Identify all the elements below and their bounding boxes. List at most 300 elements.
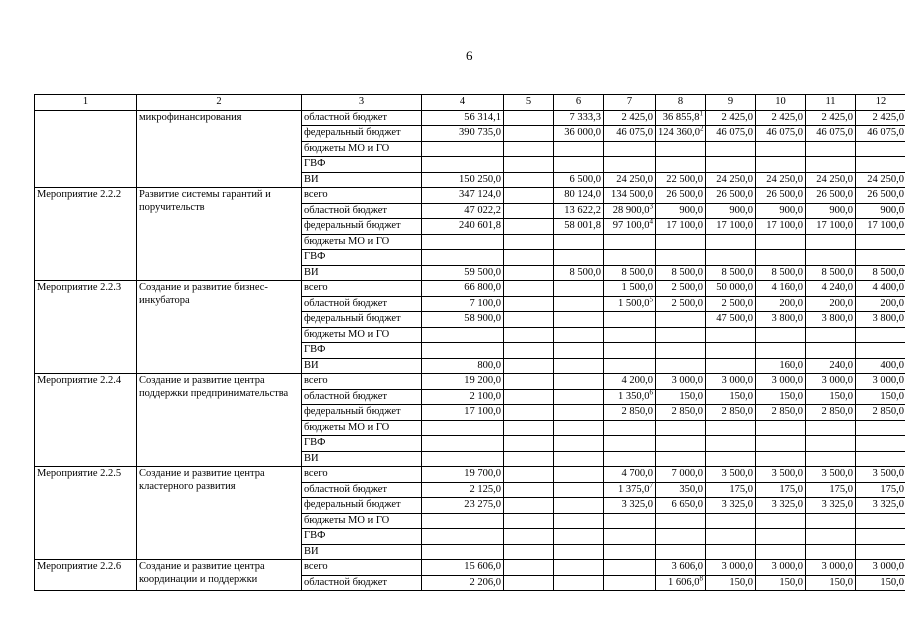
amount-cell (504, 498, 554, 514)
funding-source-cell: ВИ (302, 265, 422, 281)
amount-cell (806, 250, 856, 266)
amount-cell (806, 157, 856, 173)
footnote-marker: 2 (700, 125, 704, 133)
amount-value: 80 124,0 (564, 189, 601, 200)
amount-cell (756, 265, 806, 281)
amount-cell (756, 374, 806, 390)
table-row (35, 188, 905, 204)
amount-cell (856, 389, 905, 405)
amount-cell (554, 498, 604, 514)
amount-cell (554, 312, 604, 328)
amount-value: 2 425,0 (621, 111, 653, 123)
funding-source-cell: ГВФ (302, 157, 422, 173)
amount-cell (756, 343, 806, 359)
amount-cell (422, 451, 504, 467)
amount-value: 17 100,0 (666, 220, 703, 231)
amount-value: 900,0 (679, 204, 703, 216)
amount-cell (554, 343, 604, 359)
funding-source-cell: всего (302, 281, 422, 297)
amount-cell (604, 482, 656, 498)
amount-cell (806, 436, 856, 452)
amount-cell (504, 529, 554, 545)
amount-cell (856, 312, 905, 328)
amount-cell (554, 250, 604, 266)
amount-cell (604, 389, 656, 405)
amount-cell (604, 343, 656, 359)
amount-value: 3 500,0 (872, 468, 904, 479)
amount-value: 4 700,0 (621, 468, 653, 479)
amount-cell (806, 265, 856, 281)
amount-cell (856, 405, 905, 421)
amount-value: 200,0 (779, 297, 803, 309)
amount-cell (422, 141, 504, 157)
amount-cell (806, 374, 856, 390)
activity-id-cell (35, 110, 137, 188)
amount-cell (422, 498, 504, 514)
amount-cell (504, 560, 554, 576)
amount-cell (656, 312, 706, 328)
amount-cell (422, 172, 504, 188)
amount-value: 24 250,0 (766, 173, 803, 185)
amount-cell (422, 482, 504, 498)
amount-cell (706, 358, 756, 374)
amount-cell (706, 482, 756, 498)
amount-cell (806, 141, 856, 157)
amount-cell (856, 420, 905, 436)
amount-value: 3 000,0 (872, 561, 904, 572)
amount-value: 17 100,0 (464, 406, 501, 417)
amount-value: 2 850,0 (721, 406, 753, 417)
amount-cell (656, 296, 706, 312)
amount-cell (756, 141, 806, 157)
amount-cell (756, 529, 806, 545)
amount-value: 150,0 (829, 390, 853, 402)
amount-cell (656, 575, 706, 591)
amount-value: 1 500,0 (618, 297, 650, 309)
amount-value: 150,0 (729, 576, 753, 588)
amount-cell (554, 281, 604, 297)
amount-cell (706, 188, 756, 204)
amount-cell (856, 343, 905, 359)
amount-cell (806, 529, 856, 545)
activity-id-cell: Мероприятие 2.2.5 (35, 467, 137, 560)
funding-source-cell: всего (302, 560, 422, 576)
amount-value: 3 325,0 (771, 499, 803, 510)
amount-cell (806, 343, 856, 359)
amount-cell (806, 420, 856, 436)
amount-cell (604, 513, 656, 529)
amount-value: 22 500,0 (666, 173, 703, 185)
amount-cell (656, 374, 706, 390)
amount-cell (806, 281, 856, 297)
amount-value: 7 000,0 (671, 468, 703, 479)
amount-cell (604, 327, 656, 343)
amount-cell (756, 281, 806, 297)
activity-name-cell: Создание и развитие центра координации и поддержки (137, 560, 302, 591)
amount-value: 3 325,0 (821, 499, 853, 510)
funding-source-cell: бюджеты МО и ГО (302, 327, 422, 343)
amount-cell (706, 250, 756, 266)
column-header: 6 (554, 95, 604, 111)
amount-cell (806, 172, 856, 188)
amount-cell (504, 389, 554, 405)
amount-cell (856, 467, 905, 483)
amount-value: 150,0 (779, 576, 803, 588)
column-header: 12 (856, 95, 905, 111)
funding-source-cell: всего (302, 188, 422, 204)
amount-cell (656, 281, 706, 297)
amount-cell (604, 529, 656, 545)
amount-cell (554, 544, 604, 560)
amount-cell (856, 203, 905, 219)
amount-cell (504, 436, 554, 452)
amount-value: 17 100,0 (867, 220, 904, 231)
amount-cell (656, 234, 706, 250)
amount-cell (504, 141, 554, 157)
amount-cell (604, 126, 656, 142)
funding-source-cell: ГВФ (302, 529, 422, 545)
amount-value: 2 850,0 (671, 406, 703, 417)
amount-cell (554, 420, 604, 436)
amount-cell (756, 110, 806, 126)
amount-value: 46 075,0 (716, 127, 753, 138)
amount-cell (656, 405, 706, 421)
amount-cell (806, 482, 856, 498)
amount-cell (504, 482, 554, 498)
amount-cell (756, 157, 806, 173)
amount-value: 400,0 (880, 359, 904, 371)
column-header: 8 (656, 95, 706, 111)
amount-cell (504, 575, 554, 591)
amount-value: 47 500,0 (716, 313, 753, 324)
funding-source-cell: федеральный бюджет (302, 498, 422, 514)
amount-cell (554, 141, 604, 157)
amount-value: 4 200,0 (621, 375, 653, 386)
amount-cell (656, 420, 706, 436)
funding-source-cell: областной бюджет (302, 296, 422, 312)
amount-cell (554, 234, 604, 250)
amount-cell (806, 451, 856, 467)
amount-cell (422, 358, 504, 374)
amount-cell (706, 374, 756, 390)
amount-value: 3 000,0 (821, 561, 853, 572)
amount-cell (756, 405, 806, 421)
amount-cell (422, 544, 504, 560)
amount-cell (422, 560, 504, 576)
amount-cell (422, 529, 504, 545)
amount-cell (604, 420, 656, 436)
amount-cell (806, 296, 856, 312)
amount-value: 1 500,0 (621, 282, 653, 293)
amount-cell (604, 172, 656, 188)
amount-cell (504, 451, 554, 467)
amount-cell (806, 234, 856, 250)
amount-cell (656, 141, 706, 157)
amount-cell (706, 265, 756, 281)
amount-cell (806, 544, 856, 560)
amount-cell (756, 203, 806, 219)
amount-value: 800,0 (477, 359, 501, 371)
amount-value: 3 606,0 (671, 561, 703, 572)
amount-cell (656, 389, 706, 405)
amount-cell (656, 467, 706, 483)
amount-cell (656, 513, 706, 529)
amount-value: 3 500,0 (821, 468, 853, 479)
amount-cell (422, 343, 504, 359)
amount-cell (806, 126, 856, 142)
footnote-marker: 6 (649, 389, 653, 396)
amount-value: 8 500,0 (671, 266, 703, 278)
amount-cell (856, 234, 905, 250)
amount-value: 175,0 (729, 483, 753, 495)
amount-cell (706, 389, 756, 405)
funding-source-cell: областной бюджет (302, 482, 422, 498)
amount-cell (656, 529, 706, 545)
amount-value: 46 075,0 (766, 127, 803, 138)
amount-value: 26 500,0 (816, 189, 853, 200)
amount-cell (706, 296, 756, 312)
amount-cell (604, 265, 656, 281)
amount-cell (554, 575, 604, 591)
amount-cell (554, 358, 604, 374)
amount-value: 8 500,0 (621, 266, 653, 278)
amount-value: 150,0 (729, 390, 753, 402)
amount-cell (706, 498, 756, 514)
amount-value: 46 075,0 (616, 127, 653, 138)
amount-cell (554, 389, 604, 405)
funding-source-cell: ГВФ (302, 436, 422, 452)
amount-value: 900,0 (779, 204, 803, 216)
amount-value: 8 500,0 (569, 266, 601, 278)
amount-value: 150 250,0 (459, 173, 501, 185)
amount-cell (856, 188, 905, 204)
amount-cell (856, 575, 905, 591)
amount-cell (806, 467, 856, 483)
amount-cell (504, 312, 554, 328)
amount-cell (856, 110, 905, 126)
amount-cell (422, 110, 504, 126)
amount-value: 350,0 (679, 483, 703, 495)
funding-source-cell: областной бюджет (302, 110, 422, 126)
amount-value: 4 160,0 (771, 282, 803, 293)
amount-cell (806, 389, 856, 405)
amount-cell (856, 219, 905, 235)
amount-cell (706, 157, 756, 173)
amount-cell (554, 374, 604, 390)
amount-cell (656, 358, 706, 374)
column-header: 5 (504, 95, 554, 111)
footnote-marker: 1 (699, 110, 703, 117)
amount-cell (554, 482, 604, 498)
amount-value: 3 000,0 (671, 375, 703, 386)
amount-value: 17 100,0 (766, 220, 803, 231)
funding-source-cell: федеральный бюджет (302, 405, 422, 421)
amount-value: 6 500,0 (569, 173, 601, 185)
amount-value: 3 325,0 (872, 499, 904, 510)
amount-cell (656, 451, 706, 467)
amount-cell (504, 265, 554, 281)
amount-cell (554, 451, 604, 467)
amount-cell (422, 219, 504, 235)
amount-value: 2 850,0 (771, 406, 803, 417)
amount-value: 17 100,0 (716, 220, 753, 231)
amount-value: 3 000,0 (721, 561, 753, 572)
amount-value: 19 700,0 (464, 468, 501, 479)
amount-value: 3 000,0 (721, 375, 753, 386)
amount-cell (656, 544, 706, 560)
funding-source-cell: областной бюджет (302, 575, 422, 591)
amount-cell (504, 343, 554, 359)
amount-cell (806, 575, 856, 591)
funding-source-cell: областной бюджет (302, 203, 422, 219)
amount-value: 240,0 (829, 359, 853, 371)
amount-cell (604, 575, 656, 591)
activity-id-cell: Мероприятие 2.2.3 (35, 281, 137, 374)
amount-cell (706, 219, 756, 235)
amount-cell (856, 482, 905, 498)
amount-cell (422, 327, 504, 343)
amount-value: 2 100,0 (469, 390, 501, 402)
amount-cell (554, 265, 604, 281)
amount-cell (756, 544, 806, 560)
amount-value: 46 075,0 (867, 127, 904, 138)
amount-value: 2 500,0 (671, 282, 703, 293)
amount-cell (706, 451, 756, 467)
column-header: 7 (604, 95, 656, 111)
amount-cell (856, 451, 905, 467)
amount-cell (656, 188, 706, 204)
column-header: 4 (422, 95, 504, 111)
amount-cell (656, 126, 706, 142)
amount-cell (604, 451, 656, 467)
amount-cell (756, 126, 806, 142)
table-row (35, 110, 905, 126)
amount-cell (604, 219, 656, 235)
amount-cell (422, 436, 504, 452)
funding-source-cell: бюджеты МО и ГО (302, 141, 422, 157)
amount-value: 26 500,0 (666, 189, 703, 200)
amount-cell (422, 265, 504, 281)
amount-cell (422, 157, 504, 173)
amount-cell (706, 281, 756, 297)
amount-cell (504, 203, 554, 219)
amount-value: 2 850,0 (821, 406, 853, 417)
amount-value: 3 000,0 (771, 375, 803, 386)
amount-cell (604, 141, 656, 157)
activity-name-cell: Создание и развитие центра кластерного развития (137, 467, 302, 560)
amount-cell (706, 172, 756, 188)
amount-value: 3 500,0 (771, 468, 803, 479)
amount-cell (756, 560, 806, 576)
amount-cell (604, 560, 656, 576)
amount-value: 150,0 (779, 390, 803, 402)
amount-value: 240 601,8 (459, 220, 501, 231)
amount-cell (856, 265, 905, 281)
amount-value: 58 900,0 (464, 313, 501, 324)
amount-value: 7 100,0 (469, 297, 501, 309)
amount-value: 3 325,0 (621, 499, 653, 510)
amount-cell (756, 389, 806, 405)
amount-value: 8 500,0 (821, 266, 853, 278)
table-row (35, 560, 905, 576)
amount-cell (656, 265, 706, 281)
amount-cell (656, 110, 706, 126)
amount-cell (706, 327, 756, 343)
amount-cell (422, 374, 504, 390)
amount-value: 2 125,0 (469, 483, 501, 495)
amount-cell (706, 141, 756, 157)
amount-cell (706, 405, 756, 421)
amount-value: 56 314,1 (464, 111, 501, 123)
amount-cell (554, 436, 604, 452)
amount-value: 134 500,0 (611, 189, 653, 200)
amount-cell (756, 172, 806, 188)
amount-value: 1 606,0 (668, 576, 700, 588)
amount-value: 19 200,0 (464, 375, 501, 386)
amount-cell (706, 234, 756, 250)
amount-cell (806, 513, 856, 529)
amount-cell (856, 498, 905, 514)
amount-value: 3 800,0 (821, 313, 853, 324)
amount-cell (656, 157, 706, 173)
amount-value: 47 022,2 (464, 204, 501, 216)
amount-value: 2 206,0 (469, 576, 501, 588)
amount-value: 2 425,0 (821, 111, 853, 123)
amount-cell (806, 498, 856, 514)
amount-cell (756, 358, 806, 374)
amount-cell (504, 219, 554, 235)
amount-value: 8 500,0 (872, 266, 904, 278)
amount-cell (604, 250, 656, 266)
funding-source-cell: ГВФ (302, 343, 422, 359)
table-row (35, 281, 905, 297)
amount-cell (504, 358, 554, 374)
amount-cell (706, 575, 756, 591)
amount-value: 58 001,8 (564, 220, 601, 231)
activity-id-cell: Мероприятие 2.2.4 (35, 374, 137, 467)
amount-value: 13 622,2 (564, 204, 601, 216)
amount-value: 8 500,0 (721, 266, 753, 278)
amount-cell (706, 436, 756, 452)
amount-cell (504, 544, 554, 560)
amount-cell (856, 544, 905, 560)
amount-cell (422, 513, 504, 529)
header-row (35, 95, 905, 111)
amount-cell (604, 312, 656, 328)
funding-source-cell: бюджеты МО и ГО (302, 234, 422, 250)
amount-value: 347 124,0 (459, 189, 501, 200)
amount-value: 150,0 (679, 390, 703, 402)
amount-cell (806, 560, 856, 576)
amount-cell (554, 110, 604, 126)
amount-cell (756, 482, 806, 498)
amount-cell (504, 234, 554, 250)
activity-name-cell: Создание и развитие бизнес-инкубатора (137, 281, 302, 374)
amount-value: 50 000,0 (716, 282, 753, 293)
amount-cell (554, 405, 604, 421)
amount-cell (604, 405, 656, 421)
amount-cell (504, 513, 554, 529)
amount-cell (856, 281, 905, 297)
amount-value: 26 500,0 (716, 189, 753, 200)
amount-value: 3 500,0 (721, 468, 753, 479)
amount-cell (706, 110, 756, 126)
amount-value: 900,0 (729, 204, 753, 216)
amount-cell (422, 389, 504, 405)
amount-value: 24 250,0 (616, 173, 653, 185)
amount-value: 2 425,0 (721, 111, 753, 123)
amount-cell (856, 374, 905, 390)
